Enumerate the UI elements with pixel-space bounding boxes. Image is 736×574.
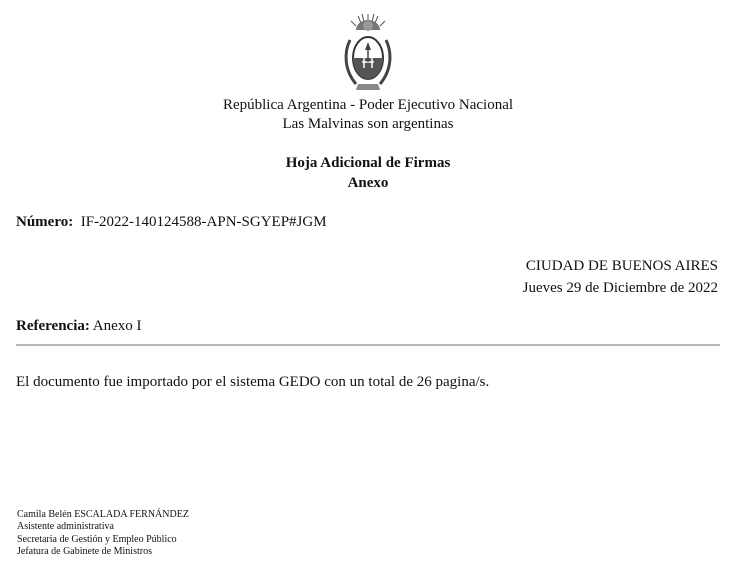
signature-block — [17, 509, 189, 559]
issuer-motto: Las Malvinas son argentinas — [282, 116, 454, 132]
numero-value: IF-2022-140124588-APN-SGYEP#JGM — [80, 214, 327, 230]
divider — [16, 344, 720, 346]
referencia-label: Referencia: — [16, 318, 90, 334]
signer-department: Jefatura de Gabinete de Ministros — [17, 546, 152, 558]
body-text: El documento fue importado por el sistema GEDO con un total de 26 pagina/s. — [16, 374, 490, 390]
argentina-coat-of-arms-icon — [340, 12, 396, 94]
date: Jueves 29 de Diciembre de 2022 — [522, 280, 718, 296]
document-subtitle: Anexo — [347, 175, 389, 191]
city: CIUDAD DE BUENOS AIRES — [525, 258, 718, 274]
issuer-line: República Argentina - Poder Ejecutivo Nacional — [222, 97, 514, 113]
document-title: Hoja Adicional de Firmas — [285, 155, 451, 171]
signer-role: Asistente administrativa — [17, 521, 114, 533]
referencia-row — [16, 317, 142, 336]
signer-name: Camila Belén ESCALADA FERNÁNDEZ — [17, 509, 189, 520]
numero-row — [16, 213, 327, 232]
referencia-value: Anexo I — [92, 318, 142, 334]
signer-office: Secretaria de Gestión y Empleo Público — [17, 533, 177, 545]
numero-label: Número: — [16, 214, 74, 230]
